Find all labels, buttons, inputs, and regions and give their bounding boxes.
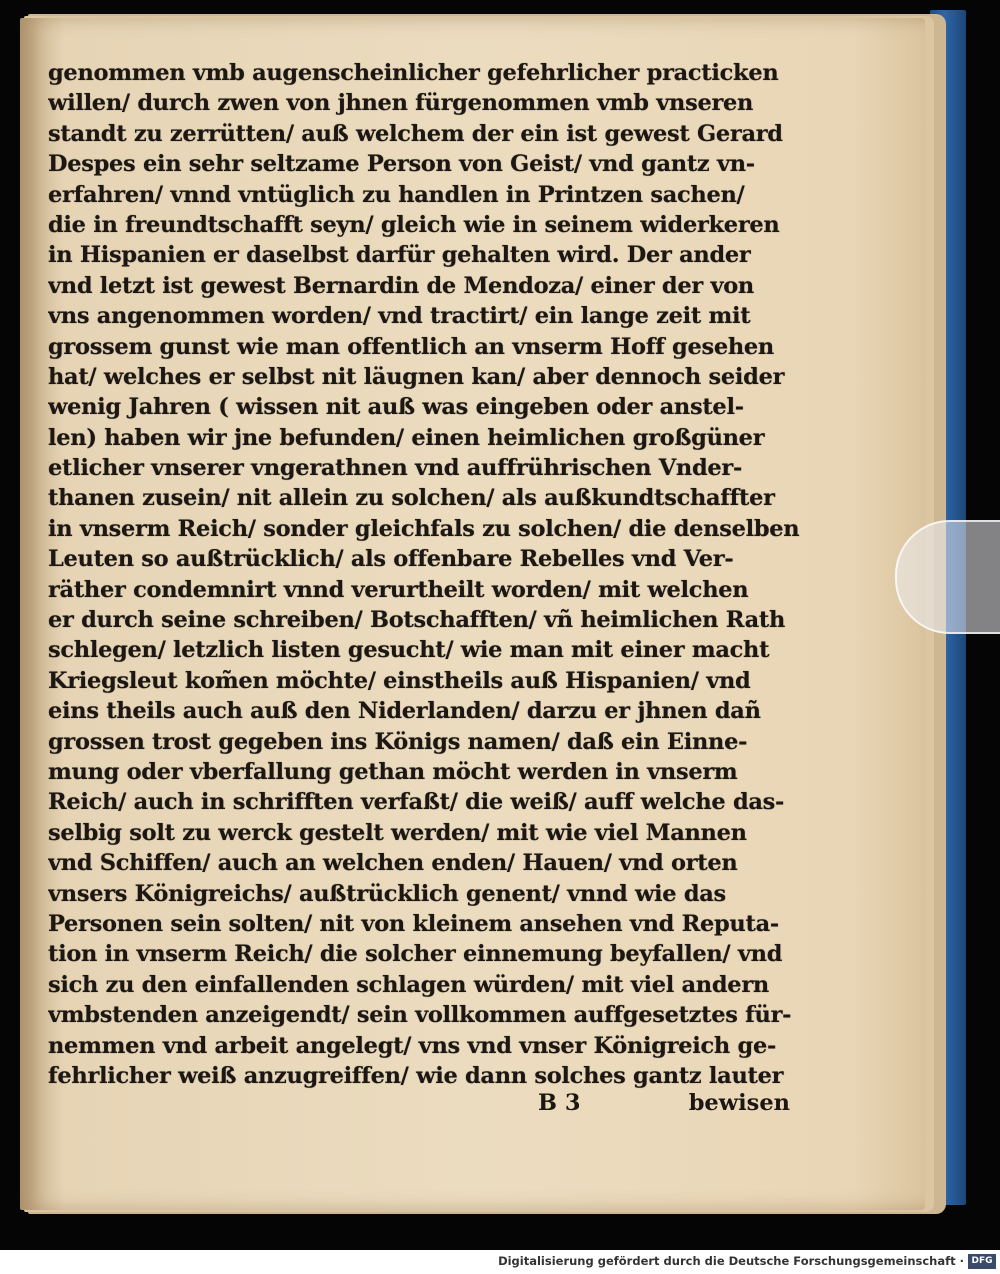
text-line: selbig solt zu werck gestelt werden/ mit wie viel Mannen bbox=[48, 819, 747, 846]
text-line: in vnserm Reich/ sonder gleichfals zu solchen/ die denselben bbox=[48, 515, 800, 542]
text-line: in Hispanien er daselbst darfür gehalten wird. Der ander bbox=[48, 242, 751, 269]
text-line: Personen sein solten/ nit von kleinem ansehen vnd Reputa- bbox=[48, 910, 779, 937]
text-line: wenig Jahren ( wissen nit auß was eingeben oder anstel- bbox=[48, 394, 744, 421]
text-line: len) haben wir jne befunden/ einen heimlichen großgüner bbox=[48, 424, 765, 451]
catchword: bewisen bbox=[688, 1090, 790, 1116]
text-line: Reich/ auch in schrifften verfaßt/ die weiß/ auff welche das- bbox=[48, 789, 785, 816]
text-line: vns angenommen worden/ vnd tractirt/ ein lange zeit mit bbox=[48, 303, 751, 330]
text-line: vnd Schiffen/ auch an welchen enden/ Hauen/ vnd orten bbox=[48, 850, 738, 877]
signature-mark: B 3 bbox=[538, 1090, 581, 1116]
text-line: vnsers Königreichs/ außtrücklich genent/ vnnd wie das bbox=[48, 880, 726, 907]
text-line: mung oder vberfallung gethan möcht werden in vnserm bbox=[48, 758, 738, 785]
page-clip bbox=[895, 520, 1000, 634]
text-line: standt zu zerrütten/ auß welchem der ein ist gewest Gerard bbox=[48, 120, 783, 147]
text-line: willen/ durch zwen von jhnen fürgenommen vmb vnseren bbox=[48, 90, 754, 117]
text-line: räther condemnirt vnnd verurtheilt worden/ mit welchen bbox=[48, 576, 749, 603]
text-line: Leuten so außtrücklich/ als offenbare Rebelles vnd Ver- bbox=[48, 546, 734, 573]
text-line: thanen zusein/ nit allein zu solchen/ als außkundtschaffter bbox=[48, 485, 775, 512]
dfg-credit: Digitalisierung gefördert durch die Deutsche Forschungsgemeinschaft · bbox=[498, 1254, 964, 1268]
text-line: Despes ein sehr seltzame Person von Geist/ vnd gantz vn- bbox=[48, 151, 755, 178]
text-line: fehrlicher weiß anzugreiffen/ wie dann solches gantz lauter bbox=[48, 1062, 784, 1089]
text-line: sich zu den einfallenden schlagen würden/ mit viel andern bbox=[48, 971, 769, 998]
text-line: genommen vmb augenscheinlicher gefehrlicher practicken bbox=[48, 60, 779, 86]
text-line: nemmen vnd arbeit angelegt/ vns vnd vnser Königreich ge- bbox=[48, 1032, 777, 1059]
text-line: er durch seine schreiben/ Botschafften/ vñ heimlichen Rath bbox=[48, 607, 786, 634]
page-text bbox=[48, 58, 818, 1091]
text-line: hat/ welches er selbst nit läugnen kan/ aber dennoch seider bbox=[48, 363, 785, 390]
text-line: vnd letzt ist gewest Bernardin de Mendoza/ einer der von bbox=[48, 272, 754, 299]
text-line: etlicher vnserer vngerathnen vnd auffrührischen Vnder- bbox=[48, 455, 743, 482]
dfg-logo: DFG bbox=[968, 1254, 996, 1269]
page-footer bbox=[48, 1090, 818, 1124]
text-line: eins theils auch auß den Niderlanden/ darzu er jhnen dañ bbox=[48, 698, 761, 725]
text-line: vmbstenden anzeigendt/ sein vollkommen auffgesetztes für- bbox=[48, 1002, 792, 1029]
text-line: grossem gunst wie man offentlich an vnserm Hoff gesehen bbox=[48, 333, 774, 360]
text-line: schlegen/ letzlich listen gesucht/ wie man mit einer macht bbox=[48, 637, 770, 664]
text-line: die in freundtschafft seyn/ gleich wie in seinem widerkeren bbox=[48, 211, 780, 238]
text-line: tion in vnserm Reich/ die solcher einnemung beyfallen/ vnd bbox=[48, 941, 783, 968]
text-line: Kriegsleut kom̃en möchte/ einstheils auß Hispanien/ vnd bbox=[48, 667, 751, 694]
text-line: erfahren/ vnnd vntüglich zu handlen in Printzen sachen/ bbox=[48, 181, 745, 208]
credit-bar bbox=[0, 1250, 1000, 1274]
text-line: grossen trost gegeben ins Königs namen/ daß ein Einne- bbox=[48, 728, 748, 755]
